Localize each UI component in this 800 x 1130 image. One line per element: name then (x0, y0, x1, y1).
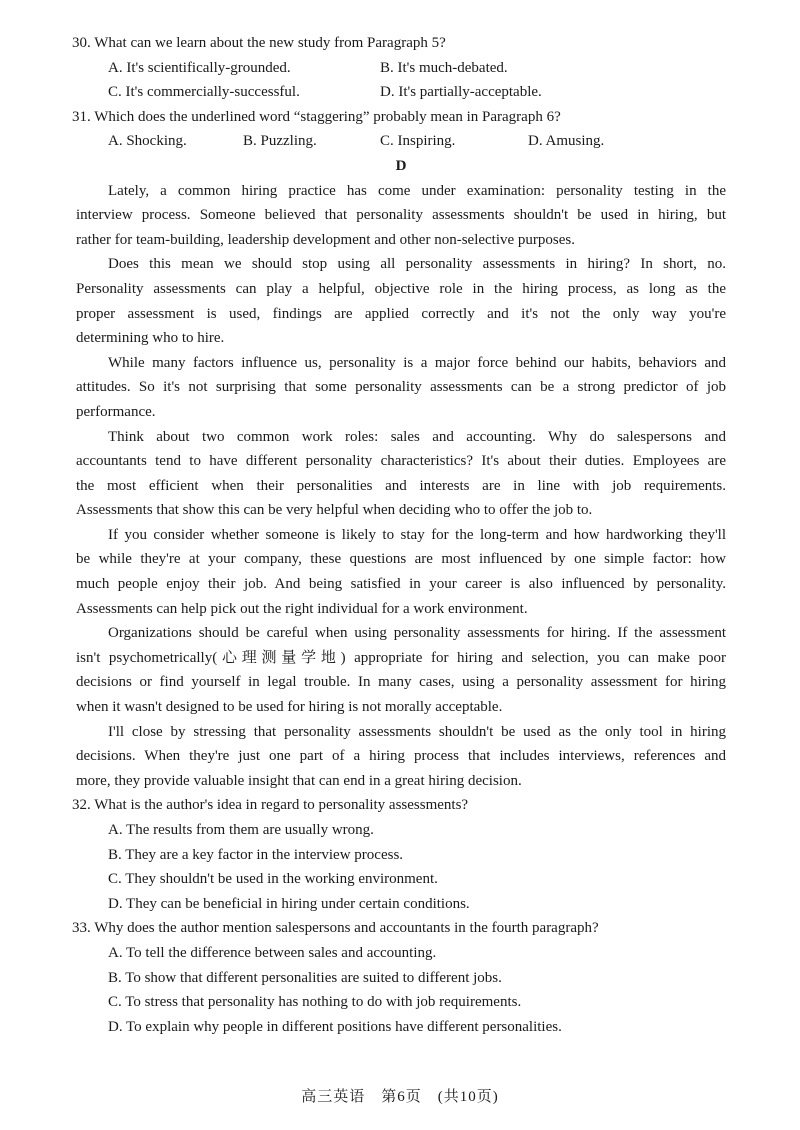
paragraph-line: proper assessment is used, findings are applied correctly and it's not the only way you're (76, 305, 726, 322)
option-c: C. To stress that personality has nothing to do with job requirements. (108, 994, 522, 1011)
option-a: A. To tell the difference between sales and accounting. (108, 944, 437, 961)
paragraph-1 (76, 179, 726, 253)
option-c: C. It's commercially-successful. (108, 84, 300, 101)
option-d: D. They can be beneficial in hiring under certain conditions. (108, 895, 470, 912)
option-c: C. They shouldn't be used in the working environment. (108, 871, 438, 888)
option-b: B. It's much-debated. (380, 59, 508, 76)
question-30-options-row2 (76, 80, 726, 105)
paragraph-line: performance. (76, 403, 156, 420)
question-31-options (76, 129, 726, 154)
paragraph-line: Assessments can help pick out the right individual for a work environment. (76, 600, 528, 617)
option-b: B. They are a key factor in the interview process. (108, 846, 404, 863)
question-30-options-row1 (76, 56, 726, 81)
paragraph-line: Assessments that show this can be very helpful when deciding who to offer the job to. (76, 502, 593, 519)
paragraph-line: Think about two common work roles: sales and accounting. Why do salespersons and (108, 428, 726, 445)
paragraph-line: If you consider whether someone is likely to stay for the long-term and how hardworking they'll (108, 526, 726, 543)
option-d: D. To explain why people in different positions have different personalities. (108, 1018, 562, 1035)
page-footer: 高三英语 第6页 (共10页) (301, 1089, 499, 1105)
question-32-stem: 32. What is the author's idea in regard to personality assessments? (72, 797, 469, 814)
option-d: D. Amusing. (528, 133, 605, 150)
paragraph-line: Does this mean we should stop using all personality assessments in hiring? In short, no. (108, 256, 726, 273)
paragraph-line: decisions. When they're just one part of a hiring process that includes interviews, references and (76, 748, 726, 765)
paragraph-line: interview process. Someone believed that personality assessments shouldn't be used in hiring, but (76, 207, 726, 224)
paragraph-2 (76, 252, 726, 350)
option-c: C. Inspiring. (380, 133, 456, 150)
paragraph-line: more, they provide valuable insight that can end in a great hiring decision. (76, 772, 522, 789)
paragraph-line: much people enjoy their job. And being satisfied in your career is also influenced by personality. (76, 576, 726, 593)
paragraph-line: rather for team-building, leadership development and other non-selective purposes. (76, 231, 575, 248)
paragraph-line: attitudes. So it's not surprising that some personality assessments can be a strong predictor of job (76, 379, 726, 396)
option-a: A. The results from them are usually wrong. (108, 822, 374, 838)
option-a: A. It's scientifically-grounded. (108, 59, 291, 76)
question-33-stem: 33. Why does the author mention salespersons and accountants in the fourth paragraph? (72, 920, 599, 937)
question-30-stem: 30. What can we learn about the new study from Paragraph 5? (72, 35, 446, 51)
section-heading: D (395, 157, 407, 174)
option-b: B. Puzzling. (243, 133, 317, 150)
option-d: D. It's partially-acceptable. (380, 84, 542, 101)
paragraph-line: when it wasn't designed to be used for hiring is not morally acceptable. (76, 699, 503, 716)
paragraph-line: Organizations should be careful when using personality assessments for hiring. If the assessment (108, 625, 726, 642)
paragraph-6 (76, 621, 726, 719)
paragraph-line: isn't psychometrically(心理测量学地) appropriate for hiring and selection, you can make poor (76, 649, 726, 666)
option-a: A. Shocking. (108, 133, 187, 150)
paragraph-7 (76, 720, 726, 794)
paragraph-line: be while they're at your company, these questions are most influenced by one simple factor: how (76, 551, 726, 568)
paragraph-3 (76, 351, 726, 425)
reading-passage (76, 179, 726, 794)
question-31-stem: 31. Which does the underlined word “staggering” probably mean in Paragraph 6? (72, 108, 561, 125)
paragraph-line: While many factors influence us, personality is a major force behind our habits, behaviors and (108, 354, 726, 371)
paragraph-line: accountants tend to have different personality characteristics? It's about their duties. Employees are (76, 453, 726, 470)
paragraph-line: Personality assessments can play a helpful, objective role in the hiring process, as long as the (76, 280, 726, 297)
paragraph-line: decisions or find yourself in legal trouble. In many cases, using a personality assessment for hiring (76, 674, 726, 691)
paragraph-line: Lately, a common hiring practice has come under examination: personality testing in the (108, 182, 726, 199)
paragraph-line: the most efficient when their personalities and interests are in line with job requirements. (76, 477, 726, 494)
option-b: B. To show that different personalities are suited to different jobs. (108, 969, 502, 986)
paragraph-line: I'll close by stressing that personality assessments shouldn't be used as the only tool in hiring (108, 723, 726, 740)
paragraph-5 (76, 523, 726, 621)
exam-page (72, 31, 726, 1039)
paragraph-line: determining who to hire. (76, 330, 225, 347)
paragraph-4 (76, 425, 726, 523)
